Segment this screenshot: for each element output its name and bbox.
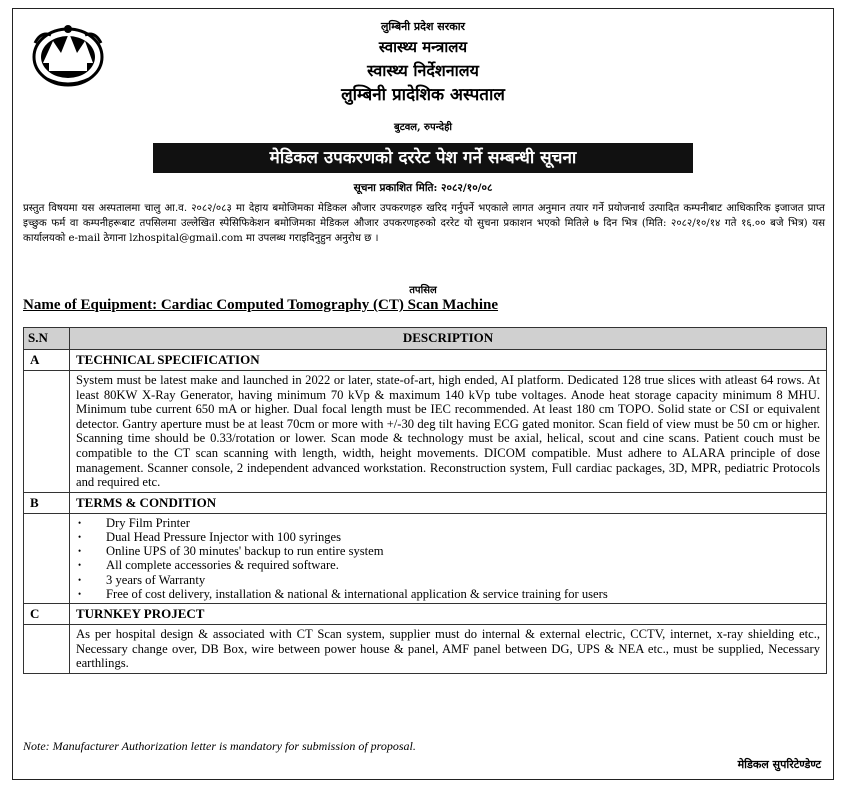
header-line-ministry: स्वास्थ्य मन्त्रालय: [378, 38, 468, 56]
header-line-address: बुटवल, रुपन्देही: [393, 122, 452, 133]
signature-title: मेडिकल सुपरिटेण्डेण्ट: [737, 758, 821, 771]
section-row-a: [24, 350, 827, 371]
section-title: TECHNICAL SPECIFICATION: [70, 350, 827, 371]
section-body-text: As per hospital design & associated with CT Scan system, supplier must do internal & external electric, CCTV, internet, x-ray shielding etc., Necessary change over, DB Box, wire between power house & panel, AMF panel between DG, UPS & NEA etc., must be supplied, Necessary earthlings.: [70, 624, 827, 673]
section-body-b: [24, 513, 827, 603]
header-line-hospital: लुम्बिनी प्रादेशिक अस्पताल: [341, 85, 505, 105]
list-item: • Dry Film Printer: [76, 516, 820, 530]
section-title: TURNKEY PROJECT: [70, 603, 827, 624]
table-header-row: [24, 328, 827, 350]
list-item: • Free of cost delivery, installation & national & international application & service training for users: [76, 587, 820, 601]
notice-title-bar: मेडिकल उपकरणको दररेट पेश गर्ने सम्बन्धी सूचना: [153, 143, 693, 173]
section-sn: B: [24, 492, 70, 513]
list-item: • All complete accessories & required software.: [76, 558, 820, 572]
equipment-name: Name of Equipment: Cardiac Computed Tomography (CT) Scan Machine: [23, 297, 499, 313]
section-title: TERMS & CONDITION: [70, 492, 827, 513]
header-line-directorate: स्वास्थ्य निर्देशनालय: [367, 61, 479, 80]
notice-page: [12, 8, 834, 780]
section-body-a: [24, 371, 827, 493]
column-header-sn: S.N: [24, 328, 70, 350]
section-sn: C: [24, 603, 70, 624]
list-item: • Online UPS of 30 minutes' backup to run entire system: [76, 544, 820, 558]
published-date: सूचना प्रकाशित मिति: २०८२/१०/०८: [353, 182, 493, 194]
header-line-province: लुम्बिनी प्रदेश सरकार: [380, 20, 466, 33]
footnote: Note: Manufacturer Authorization letter is mandatory for submission of proposal.: [23, 739, 416, 753]
list-item: • 3 years of Warranty: [76, 573, 820, 587]
section-sn: A: [24, 350, 70, 371]
list-item: • Dual Head Pressure Injector with 100 syringes: [76, 530, 820, 544]
section-body-c: [24, 624, 827, 673]
terms-list: [70, 514, 826, 603]
section-row-b: [24, 492, 827, 513]
section-row-c: [24, 603, 827, 624]
column-header-description: DESCRIPTION: [70, 328, 827, 350]
specification-table: [23, 327, 827, 674]
details-heading: तपसिल: [409, 285, 437, 296]
intro-paragraph: प्रस्तुत विषयमा यस अस्पतालमा चालु आ.व. २०८२/०८३ मा देहाय बमोजिमका मेडिकल औजार उपकरणहरु खरिद गर्नुपर्ने भएकाले लागत अनुमान तयार गर्ने प्रयोजनार्थ उत्पादित कम्पनीबाट आधिकारिक इजाजत प्राप्त इच्छुक फर्म वा कम्पनीहरूबाट तपसिलमा उल्लेखित स्पेसिफिकेशन बमोजिमका मेडिकल औजार उपकरणहरुको दररेट यो सुचना प्रकाशन भएको मितिले ७ दिन भित्र (मिति: २०८२/१०/१४ गते १६.०० बजे भित्र) यस कार्यालयको e-mail ठेगाना lzhospital@gmail.com मा उपलब्ध गराइदिनुहुन अनुरोध छ ।: [23, 203, 825, 244]
section-body-text: System must be latest make and launched in 2022 or later, state-of-art, high ended, AI platform. Dedicated 128 true slices with atleast 64 rows. At least 80KW X-Ray Generator, having minimum 70 kVp & maximum 140 kVp tube voltages. Anode heat storage capacity minimum 8 MHU. Minimum tube current 650 mA or higher. Dual focal length must be IEC recommended. At least 180 cm TOPO. Solid state or CSI or equivalent detector. Gantry aperture must be at least 70cm or more with +/-30 deg tilt having ECG gated monitor. Scan field of view must be 50 cm or higher. Scanning time should be 0.33/rotation or lower. Scan mode & technology must be axial, helical, scout and cine scans. Patient couch must be compatible to the CT scan scanning with length, width, height movements. DICOM compatible. Must adhere to ALARA principle of dose management. Scanner console, 2 independent advanced workstation. Reconstruction system, Full cardiac packages, 3D, MPR, pediatric Protocols and required etc.: [70, 371, 827, 493]
